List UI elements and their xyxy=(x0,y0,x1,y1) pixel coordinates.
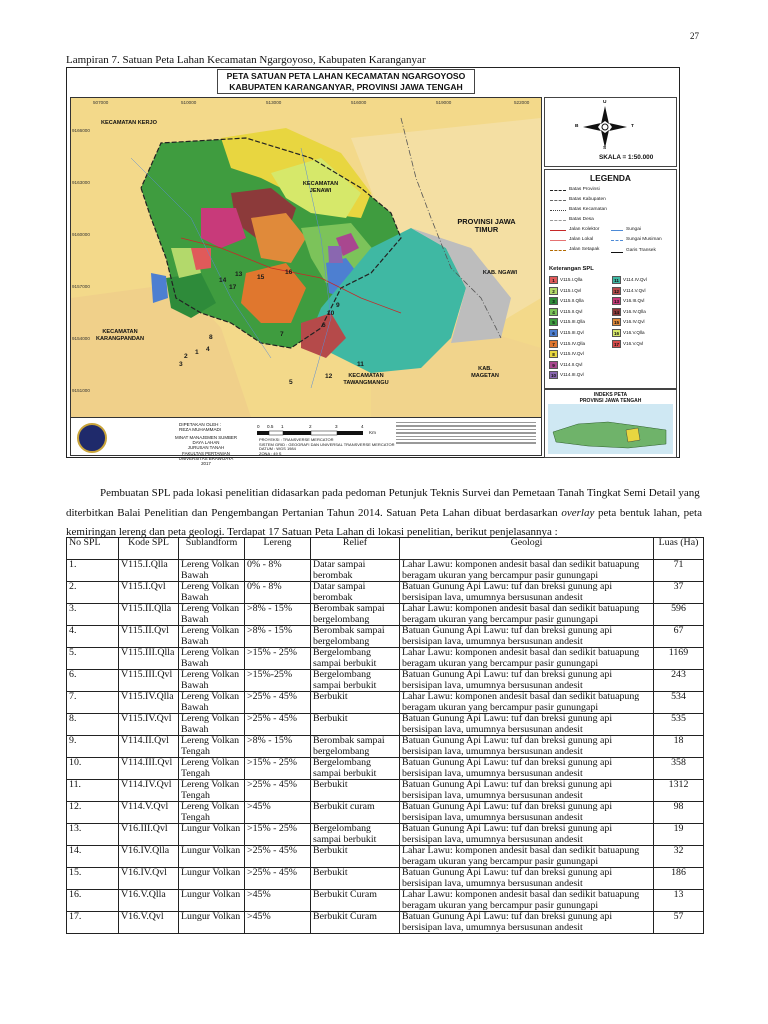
north-s: S xyxy=(603,146,607,151)
y-tick-label: 9163000 xyxy=(72,180,90,185)
spl-number-4: 4 xyxy=(206,346,210,353)
cell-luas: 596 xyxy=(654,604,704,626)
spl-number-2: 2 xyxy=(184,353,188,360)
cell-lereng: >8% - 15% xyxy=(245,626,311,648)
spl-swatch: 9 xyxy=(549,361,558,369)
cell-sublandform: Lereng Volkan Tengah xyxy=(179,736,245,758)
cell-sublandform: Lereng Volkan Tengah xyxy=(179,758,245,780)
index-title-line-1: INDEKS PETA xyxy=(593,392,628,398)
scale-bar-num: 0.5 xyxy=(267,424,274,429)
cell-sublandform: Lungur Volkan xyxy=(179,824,245,846)
cell-geologi: Lahar Lawu: komponen andesit basal dan sedikit batuapung beragam ukuran yang bercampur pasir gunungapi xyxy=(400,890,654,912)
spl-code-label: V16.V.Qvl xyxy=(623,340,644,346)
cell-no: 2. xyxy=(67,582,119,604)
cell-sublandform: Lungur Volkan xyxy=(179,868,245,890)
scale-bar-num: 0 xyxy=(257,424,260,429)
cell-no: 6. xyxy=(67,670,119,692)
cell-kode: V16.V.Qvl xyxy=(119,912,179,934)
table-row xyxy=(67,758,704,780)
cell-lereng: >45% xyxy=(245,802,311,824)
spl-code-label: V115.II.Qlla xyxy=(560,298,584,304)
cell-no: 12. xyxy=(67,802,119,824)
legend-title: LEGENDA xyxy=(590,173,631,183)
made-by-line: REZA MUHAMMADI xyxy=(179,427,222,433)
spl-table-body xyxy=(67,560,704,934)
cell-lereng: >15% - 25% xyxy=(245,648,311,670)
cell-geologi: Batuan Gunung Api Lawu: tuf dan breksi gunung api bersisipan lava, umumnya bersusunan andesit xyxy=(400,626,654,648)
header-kode-spl: Kode SPL xyxy=(119,538,179,560)
cell-luas: 1169 xyxy=(654,648,704,670)
cell-kode: V16.V.Qlla xyxy=(119,890,179,912)
legend-sample-lokal xyxy=(550,240,566,241)
legend-line-label: Garis Transek xyxy=(626,248,656,253)
cell-geologi: Batuan Gunung Api Lawu: tuf dan breksi gunung api bersisipan lava, umumnya bersusunan andesit xyxy=(400,824,654,846)
cell-relief: Berbukit xyxy=(311,780,400,802)
compass-icon xyxy=(581,104,629,150)
projection-info xyxy=(259,438,394,456)
cell-relief: Berbukit curam xyxy=(311,802,400,824)
cell-geologi: Batuan Gunung Api Lawu: tuf dan breksi gunung api bersisipan lava, umumnya bersusunan andesit xyxy=(400,912,654,934)
cell-relief: Berbukit xyxy=(311,692,400,714)
cell-no: 16. xyxy=(67,890,119,912)
legend-sample-transek xyxy=(611,252,623,253)
made-by xyxy=(179,422,221,433)
table-row xyxy=(67,692,704,714)
cell-geologi: Batuan Gunung Api Lawu: tuf dan breksi gunung api bersisipan lava, umumnya bersusunan andesit xyxy=(400,758,654,780)
map-sources-block xyxy=(396,421,536,446)
table-row xyxy=(67,626,704,648)
x-tick-label: 516000 xyxy=(351,100,367,105)
institution-line: 2017 xyxy=(201,461,211,467)
cell-kode: V16.III.Qvl xyxy=(119,824,179,846)
spl-swatch: 1 xyxy=(549,276,558,284)
spl-swatch: 13 xyxy=(613,299,620,305)
projection-line: PROYEKSI : TRANSVERSE MERCATOR xyxy=(259,437,334,442)
cell-kode: V115.III.Qlla xyxy=(119,648,179,670)
legend-line-label: Batas Provinsi xyxy=(569,187,600,192)
map-frame xyxy=(70,97,542,418)
cell-geologi: Lahar Lawu: komponen andesit basal dan sedikit batuapung beragam ukuran yang bercampur pasir gunungapi xyxy=(400,604,654,626)
cell-geologi: Lahar Lawu: komponen andesit basal dan sedikit batuapung beragam ukuran yang bercampur pasir gunungapi xyxy=(400,560,654,582)
table-row xyxy=(67,670,704,692)
cell-lereng: >15% - 25% xyxy=(245,824,311,846)
y-tick-label: 9157000 xyxy=(72,284,90,289)
cell-sublandform: Lungur Volkan xyxy=(179,846,245,868)
cell-relief: Berbukit xyxy=(311,846,400,868)
cell-geologi: Batuan Gunung Api Lawu: tuf dan breksi gunung api bersisipan lava, umumnya bersusunan andesit xyxy=(400,736,654,758)
page-number: 27 xyxy=(690,31,699,41)
cell-luas: 243 xyxy=(654,670,704,692)
cell-sublandform: Lereng Volkan Tengah xyxy=(179,802,245,824)
table-row xyxy=(67,780,704,802)
cell-relief: Berbukit xyxy=(311,868,400,890)
north-u: U xyxy=(603,100,607,105)
cell-no: 4. xyxy=(67,626,119,648)
legend-line-label: Batas Desa xyxy=(569,217,594,222)
y-tick-label: 9166000 xyxy=(72,128,90,133)
cell-geologi: Lahar Lawu: komponen andesit basal dan sedikit batuapung beragam ukuran yang bercampur pasir gunungapi xyxy=(400,692,654,714)
scale-bar-unit: Km xyxy=(369,430,376,435)
cell-geologi: Batuan Gunung Api Lawu: tuf dan breksi gunung api bersisipan lava, umumnya bersusunan andesit xyxy=(400,582,654,604)
legend-sample-sungai-musiman xyxy=(611,240,623,241)
legend-line-label: Sungai Musiman xyxy=(626,237,662,242)
legend-line-label: Jalan Lokal xyxy=(569,237,594,242)
table-row xyxy=(67,824,704,846)
legend-sample-setapak xyxy=(550,250,566,251)
cell-luas: 13 xyxy=(654,890,704,912)
legend-line-label: Batas Kabupaten xyxy=(569,197,606,202)
figure-caption: Lampiran 7. Satuan Peta Lahan Kecamatan Ngargoyoso, Kabupaten Karanganyar xyxy=(66,54,426,66)
spl-code-label: V115.I.Qlla xyxy=(560,277,583,282)
label-jenawi: KECAMATAN JENAWI xyxy=(302,181,339,194)
map-title-line-1: PETA SATUAN PETA LAHAN KECAMATAN NGARGOYOSO xyxy=(226,71,466,81)
cell-kode: V115.II.Qlla xyxy=(119,604,179,626)
spl-code-label: V114.V.Qvl xyxy=(623,287,646,293)
spl-number-12: 12 xyxy=(325,373,333,380)
cell-luas: 186 xyxy=(654,868,704,890)
header-lereng: Lereng xyxy=(245,538,311,560)
map-title xyxy=(217,69,475,94)
spl-swatch: 5 xyxy=(549,318,558,326)
scale-bar-num: 1 xyxy=(281,424,284,429)
cell-luas: 18 xyxy=(654,736,704,758)
cell-kode: V16.IV.Qlla xyxy=(119,846,179,868)
spl-swatch: 6 xyxy=(549,329,558,337)
spl-swatch: 2 xyxy=(549,287,558,295)
cell-sublandform: Lereng Volkan Tengah xyxy=(179,780,245,802)
spl-swatch: 3 xyxy=(549,297,558,305)
cell-relief: Datar sampai berombak xyxy=(311,582,400,604)
legend-line-label: Jalan Kolektor xyxy=(569,227,600,232)
spl-number-17: 17 xyxy=(229,284,237,291)
table-row xyxy=(67,802,704,824)
spl-code-label: V16.IV.Qvl xyxy=(623,319,645,325)
spl-swatch: 15 xyxy=(613,320,620,326)
spl-number-9: 9 xyxy=(336,302,340,309)
cell-relief: Bergelombang sampai berbukit xyxy=(311,670,400,692)
cell-lereng: >8% - 15% xyxy=(245,604,311,626)
legend-line-label: Jalan Setapak xyxy=(569,247,600,252)
spl-code-label: V115.II.Qvl xyxy=(560,308,583,314)
cell-relief: Bergelombang sampai berbukit xyxy=(311,824,400,846)
cell-kode: V114.V.Qvl xyxy=(119,802,179,824)
table-row xyxy=(67,846,704,868)
label-kerjo: KECAMATAN KERJO xyxy=(100,120,158,126)
cell-lereng: >45% xyxy=(245,912,311,934)
body-paragraph xyxy=(66,484,702,543)
table-row xyxy=(67,736,704,758)
cell-geologi: Lahar Lawu: komponen andesit basal dan sedikit batuapung beragam ukuran yang bercampur pasir gunungapi xyxy=(400,846,654,868)
cell-kode: V115.III.Qvl xyxy=(119,670,179,692)
cell-lereng: >25% - 45% xyxy=(245,780,311,802)
cell-luas: 534 xyxy=(654,692,704,714)
cell-sublandform: Lereng Volkan Bawah xyxy=(179,692,245,714)
spl-swatch: 7 xyxy=(549,340,558,348)
spl-code-label: V114.IV.Qvl xyxy=(623,277,647,282)
institution-line: JURUSAN TANAH xyxy=(187,445,225,451)
cell-kode: V115.II.Qvl xyxy=(119,626,179,648)
cell-no: 8. xyxy=(67,714,119,736)
table-row xyxy=(67,868,704,890)
cell-sublandform: Lereng Volkan Bawah xyxy=(179,582,245,604)
cell-sublandform: Lungur Volkan xyxy=(179,890,245,912)
institution-line: UNIVERSITAS BRAWIJAYA xyxy=(178,455,234,461)
x-tick-label: 519000 xyxy=(436,100,452,105)
cell-relief: Berombak sampai bergelombang xyxy=(311,626,400,648)
x-tick-label: 513000 xyxy=(266,100,282,105)
overlay-emphasis: overlay xyxy=(561,506,595,519)
north-arrow-box xyxy=(544,97,677,167)
cell-kode: V16.IV.Qvl xyxy=(119,868,179,890)
cell-geologi: Batuan Gunung Api Lawu: tuf dan breksi gunung api bersisipan lava, umumnya bersusunan andesit xyxy=(400,802,654,824)
spl-swatch: 12 xyxy=(613,288,620,294)
institution-line: FAKULTAS PERTANIAN xyxy=(182,450,230,456)
spl-code-label: V115.III.Qvl xyxy=(560,330,584,335)
index-title-line-2: PROVINSI JAWA TENGAH xyxy=(579,398,642,404)
cell-luas: 1312 xyxy=(654,780,704,802)
cell-lereng: >25% - 45% xyxy=(245,714,311,736)
cell-lereng: 0% - 8% xyxy=(245,582,311,604)
spl-swatch: 14 xyxy=(613,309,620,315)
spl-number-6: 6 xyxy=(322,322,326,329)
index-map-box xyxy=(544,389,677,458)
cell-kode: V114.III.Qvl xyxy=(119,758,179,780)
cell-luas: 37 xyxy=(654,582,704,604)
header-sublandform: Sublandform xyxy=(179,538,245,560)
cell-relief: Berbukit Curam xyxy=(311,890,400,912)
spl-number-3: 3 xyxy=(179,361,183,368)
cell-kode: V115.IV.Qlla xyxy=(119,692,179,714)
cell-sublandform: Lungur Volkan xyxy=(179,912,245,934)
table-row xyxy=(67,714,704,736)
cell-lereng: >25% - 45% xyxy=(245,846,311,868)
paragraph-line-3: kemiringan lereng dan peta geologi. Terdapat 17 Satuan Peta Lahan di lokasi penelitian, berikut penjelasannya : xyxy=(66,526,558,538)
x-tick-label: 522000 xyxy=(514,100,530,105)
label-magetan: KAB. MAGETAN xyxy=(471,366,499,379)
cell-geologi: Batuan Gunung Api Lawu: tuf dan breksi gunung api bersisipan lava, umumnya bersusunan andesit xyxy=(400,780,654,802)
university-logo xyxy=(77,423,107,453)
cell-relief: Datar sampai berombak xyxy=(311,560,400,582)
legend-sample-sungai xyxy=(611,230,623,231)
cell-no: 1. xyxy=(67,560,119,582)
x-tick-label: 507000 xyxy=(93,100,109,105)
cell-no: 17. xyxy=(67,912,119,934)
paragraph-line-2: diterbitkan Balai Penelitian dan Pengembangan Pertanian Tahun 2014. Satuan Peta Lahan dibuat berdasarkan overlay peta bentuk lahan, peta xyxy=(66,506,702,519)
scale-bar-num: 3 xyxy=(335,424,338,429)
spl-swatch: 16 xyxy=(613,331,620,336)
spl-number-1: 1 xyxy=(195,349,199,356)
spl-code-label: V115.IV.Qlla xyxy=(560,340,586,346)
spl-number-16: 16 xyxy=(285,269,293,276)
cell-relief: Berombak sampai bergelombang xyxy=(311,604,400,626)
cell-no: 10. xyxy=(67,758,119,780)
table-row xyxy=(67,912,704,934)
cell-luas: 67 xyxy=(654,626,704,648)
cell-lereng: >25% - 45% xyxy=(245,868,311,890)
legend-sample-kecamatan xyxy=(550,210,566,211)
spl-swatch: 4 xyxy=(549,308,558,316)
spl-code-label: V16.III.Qvl xyxy=(623,298,645,304)
spl-code-label: V16.V.Qlla xyxy=(623,330,645,335)
cell-sublandform: Lereng Volkan Bawah xyxy=(179,560,245,582)
cell-lereng: >45% xyxy=(245,890,311,912)
projection-line: DATUM : WGS 1984 xyxy=(259,446,296,452)
cell-lereng: >15%-25% xyxy=(245,670,311,692)
map-info-strip xyxy=(70,417,542,467)
cell-kode: V114.IV.Qvl xyxy=(119,780,179,802)
projection-line: ZONA : 49 S xyxy=(259,450,282,456)
cell-geologi: Batuan Gunung Api Lawu: tuf dan breksi gunung api bersisipan lava, umumnya bersusunan andesit xyxy=(400,868,654,890)
table-row xyxy=(67,648,704,670)
spl-number-8: 8 xyxy=(209,334,213,341)
cell-sublandform: Lereng Volkan Bawah xyxy=(179,626,245,648)
table-row xyxy=(67,582,704,604)
y-tick-label: 9151000 xyxy=(72,388,90,393)
header-no-spl: No SPL xyxy=(67,538,119,560)
paragraph-line-1: Pembuatan SPL pada lokasi penelitian didasarkan pada pedoman Petunjuk Teknis Survei dan Pemetaan Tanah Tingkat Semi Detail yang xyxy=(100,487,700,499)
legend-line-label: Sungai xyxy=(626,227,641,232)
cell-no: 9. xyxy=(67,736,119,758)
spl-code-label: V115.IV.Qvl xyxy=(560,351,584,357)
cell-luas: 71 xyxy=(654,560,704,582)
cell-luas: 19 xyxy=(654,824,704,846)
spl-10-area xyxy=(328,246,343,263)
cell-relief: Berbukit Curam xyxy=(311,912,400,934)
header-geologi: Geologi xyxy=(400,538,654,560)
cell-geologi: Batuan Gunung Api Lawu: tuf dan breksi gunung api bersisipan lava, umumnya bersusunan andesit xyxy=(400,670,654,692)
legend-line-label: Batas Kecamatan xyxy=(569,207,607,212)
label-tawangmangu: KECAMATAN TAWANGMANGU xyxy=(343,373,389,386)
y-tick-label: 9154000 xyxy=(72,336,90,341)
index-mini-map xyxy=(548,404,673,454)
cell-no: 5. xyxy=(67,648,119,670)
land-unit-map xyxy=(66,67,680,467)
cell-luas: 32 xyxy=(654,846,704,868)
cell-lereng: >25% - 45% xyxy=(245,692,311,714)
cell-luas: 535 xyxy=(654,714,704,736)
table-row xyxy=(67,604,704,626)
spl-legend-title: Keterangan SPL xyxy=(549,266,594,272)
cell-kode: V115.IV.Qvl xyxy=(119,714,179,736)
legend-sample-kolektor xyxy=(550,230,566,231)
map-title-line-2: KABUPATEN KARANGANYAR, PROVINSI JAWA TENGAH xyxy=(229,82,463,92)
spl-swatch: 17 xyxy=(613,341,620,347)
spl-code-label: V114.II.Qvl xyxy=(560,361,583,367)
spl-6b-area xyxy=(151,273,168,303)
scale-bar-num: 4 xyxy=(361,424,364,429)
cell-luas: 57 xyxy=(654,912,704,934)
cell-sublandform: Lereng Volkan Bawah xyxy=(179,648,245,670)
cell-lereng: >15% - 25% xyxy=(245,758,311,780)
cell-geologi: Batuan Gunung Api Lawu: tuf dan breksi gunung api bersisipan lava, umumnya bersusunan andesit xyxy=(400,714,654,736)
cell-sublandform: Lereng Volkan Bawah xyxy=(179,714,245,736)
cell-relief: Berombak sampai bergelombang xyxy=(311,736,400,758)
spl-number-14: 14 xyxy=(219,277,227,284)
cell-lereng: >8% - 15% xyxy=(245,736,311,758)
cell-lereng: 0% - 8% xyxy=(245,560,311,582)
spl-swatch: 10 xyxy=(550,373,557,379)
spl-code-label: V115.I.Qvl xyxy=(560,287,582,293)
spl-code-label: V114.III.Qvl xyxy=(560,372,584,378)
cell-no: 15. xyxy=(67,868,119,890)
spl-code-label: V115.III.Qlla xyxy=(560,319,585,325)
cell-kode: V115.I.Qlla xyxy=(119,560,179,582)
institution-line: MINAT MANAJEMEN SUMBER DAYA LAHAN xyxy=(174,435,238,446)
cell-relief: Bergelombang sampai berbukit xyxy=(311,758,400,780)
header-luas: Luas (Ha) xyxy=(654,538,704,560)
cell-no: 7. xyxy=(67,692,119,714)
spl-number-10: 10 xyxy=(327,310,335,317)
legend-sample-kabupaten xyxy=(550,200,566,201)
legend-sample-provinsi xyxy=(550,190,566,191)
legend-sample-desa xyxy=(550,220,566,221)
cell-no: 14. xyxy=(67,846,119,868)
table-row xyxy=(67,560,704,582)
cell-no: 13. xyxy=(67,824,119,846)
label-ngawi: KAB. NGAWI xyxy=(482,270,518,276)
table-header-row xyxy=(67,538,704,560)
spl-swatch: 11 xyxy=(612,276,621,284)
cell-sublandform: Lereng Volkan Bawah xyxy=(179,670,245,692)
cell-no: 3. xyxy=(67,604,119,626)
spl-swatch: 8 xyxy=(549,350,558,358)
spl-number-7: 7 xyxy=(280,331,284,338)
x-tick-label: 510000 xyxy=(181,100,197,105)
cell-luas: 98 xyxy=(654,802,704,824)
north-b: B xyxy=(575,124,579,129)
map-scale: SKALA = 1:50.000 xyxy=(599,154,654,161)
cell-relief: Berbukit xyxy=(311,714,400,736)
y-tick-label: 9160000 xyxy=(72,232,90,237)
cell-kode: V115.I.Qvl xyxy=(119,582,179,604)
spl-code-label: V16.IV.Qlla xyxy=(623,308,646,314)
scale-bar-num: 2 xyxy=(309,424,312,429)
cell-no: 11. xyxy=(67,780,119,802)
cell-kode: V114.II.Qvl xyxy=(119,736,179,758)
cell-relief: Bergelombang sampai berbukit xyxy=(311,648,400,670)
header-relief: Relief xyxy=(311,538,400,560)
north-t: T xyxy=(631,124,634,129)
index-title xyxy=(545,392,676,404)
institution xyxy=(171,435,241,466)
made-by-line: DIPETAKAN OLEH : xyxy=(179,422,222,427)
cell-geologi: Lahar Lawu: komponen andesit basal dan sedikit batuapung beragam ukuran yang bercampur pasir gunungapi xyxy=(400,648,654,670)
label-jatim: PROVINSI JAWA TIMUR xyxy=(457,217,516,234)
spl-number-5: 5 xyxy=(289,379,293,386)
spl-number-11: 11 xyxy=(357,361,364,368)
cell-sublandform: Lereng Volkan Bawah xyxy=(179,604,245,626)
spl-number-15: 15 xyxy=(257,274,265,281)
cell-luas: 358 xyxy=(654,758,704,780)
table-row xyxy=(67,890,704,912)
projection-line: SISTEM GRID : GEOGRAFI DAN UNIVERSAL TRANSVERSE MERCATOR xyxy=(259,441,395,447)
spl-number-13: 13 xyxy=(235,271,243,278)
legend xyxy=(544,169,677,389)
spl-table xyxy=(66,537,704,934)
label-karangpandan: KECAMATAN KARANGPANDAN xyxy=(95,329,145,342)
